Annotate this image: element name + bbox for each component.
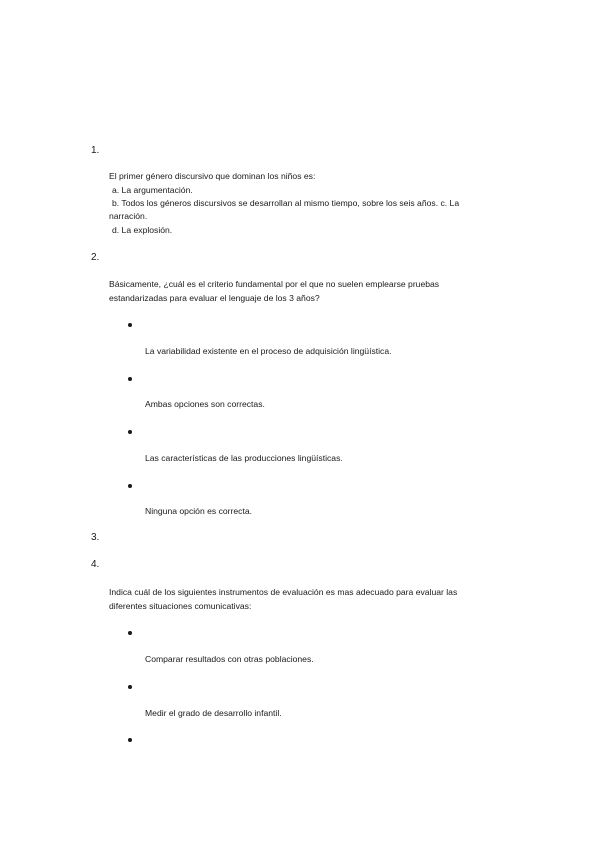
question-prompt: diferentes situaciones comunicativas: [109,601,252,611]
question-prompt: El primer género discursivo que dominan los niños es: [109,171,316,181]
question-prompt: Básicamente, ¿cuál es el criterio fundamental por el que no suelen emplearse pruebas [109,279,440,289]
option-text: Medir el grado de desarrollo infantil. [145,708,282,718]
option-text: a. La argumentación. [112,185,193,195]
bullet-icon [128,323,132,327]
question-number: 1. [91,145,100,156]
bullet-icon [128,738,132,742]
option-text: d. La explosión. [112,225,173,235]
question-number: 2. [91,252,100,263]
bullet-icon [128,631,132,635]
question-prompt: Indica cuál de los siguientes instrumentos de evaluación es mas adecuado para evaluar las [109,587,458,597]
bullet-icon [128,484,132,488]
option-text: Comparar resultados con otras poblaciones. [145,654,314,664]
option-text: Ambas opciones son correctas. [145,399,265,409]
bullet-icon [128,685,132,689]
option-text: Ninguna opción es correcta. [145,506,253,516]
option-text: La variabilidad existente en el proceso de adquisición lingüística. [145,346,392,356]
option-text: narración. [109,211,148,221]
question-number: 3. [91,532,100,543]
option-text: b. Todos los géneros discursivos se desarrollan al mismo tiempo, sobre los seis años. c. La [112,198,460,208]
question-number: 4. [91,559,100,570]
bullet-icon [128,430,132,434]
question-prompt: estandarizadas para evaluar el lenguaje de los 3 años? [109,293,320,303]
option-text: Las características de las producciones lingüísticas. [145,453,343,463]
bullet-icon [128,377,132,381]
